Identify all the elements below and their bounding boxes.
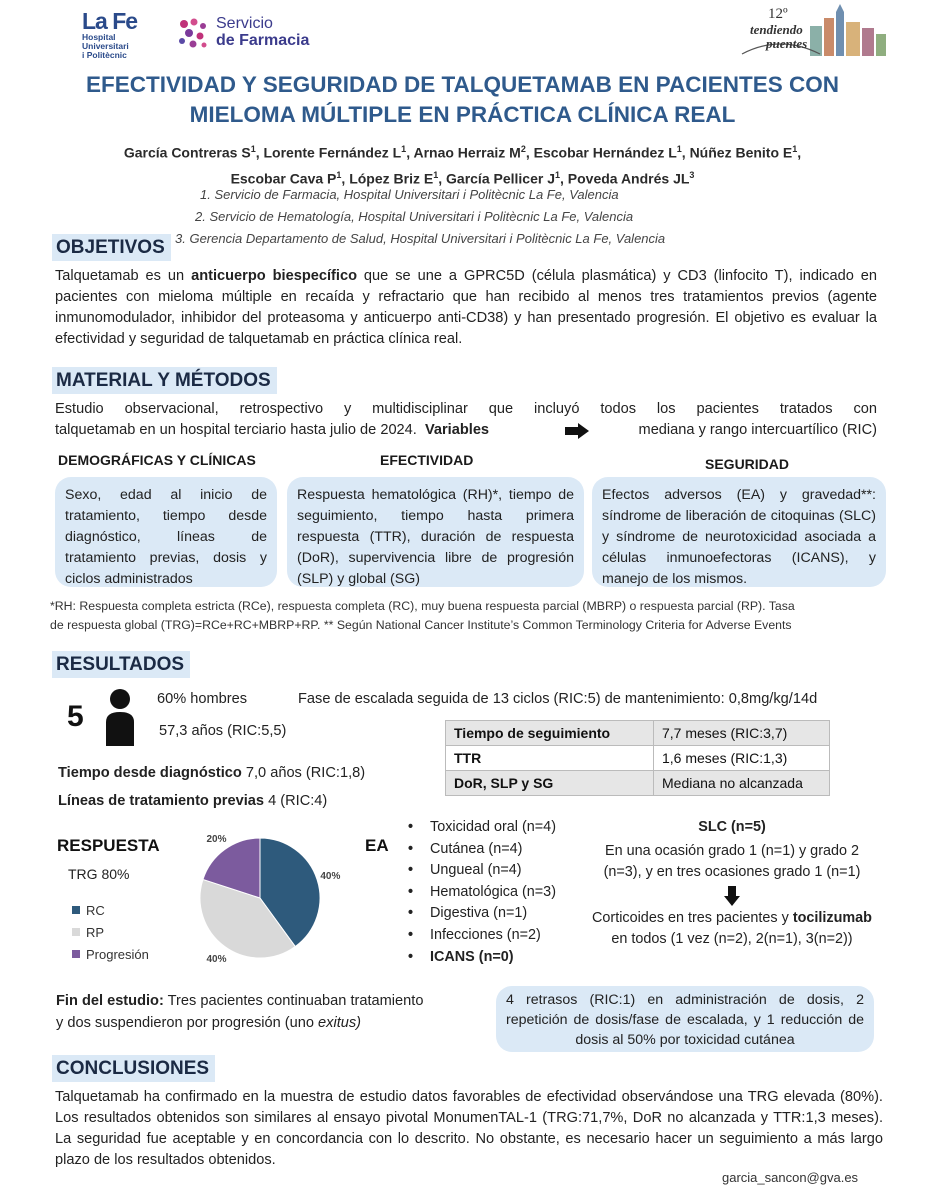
legend-item: [72, 921, 149, 943]
author-affiliation-number: 1: [792, 144, 798, 154]
table-cell-value: Mediana no alcanzada: [654, 771, 830, 796]
author-name: Núñez Benito E: [689, 144, 793, 161]
legend-item: [72, 943, 149, 965]
section-heading-resultados: RESULTADOS: [52, 651, 190, 678]
legend-label: RP: [86, 924, 105, 940]
sex-stat: 60% hombres: [157, 691, 248, 707]
event-logo-text2: puentes: [766, 36, 808, 51]
fin-text-1: Tres pacientes continuaban tratamiento: [163, 993, 424, 1009]
lafe-logo-text: La Fe: [82, 8, 138, 34]
author-affiliation-number: 1: [401, 144, 407, 154]
list-item: • Ungueal (n=4): [408, 860, 556, 882]
author-name: López Briz E: [349, 170, 434, 187]
prev-lines-label: Líneas de tratamiento previas: [58, 793, 265, 809]
fin-estudio: [56, 990, 486, 1034]
person-icon: [104, 688, 136, 746]
objetivos-text-bold: anticuerpo biespecífico: [191, 268, 357, 284]
pie-data-label: 40%: [320, 871, 341, 883]
objetivos-text: [55, 266, 877, 350]
corticoides-line-2: en todos (1 vez (n=2), 2(n=1), 3(n=2)): [611, 931, 853, 948]
author-affiliation-number: 1: [433, 169, 439, 180]
col-head-efectividad: EFECTIVIDAD: [380, 452, 474, 468]
ea-list: [408, 817, 556, 968]
author-affiliation-number: 3: [689, 169, 695, 180]
slc-block: [572, 817, 892, 951]
section-heading-objetivos: OBJETIVOS: [52, 234, 171, 261]
ea-title: EA: [365, 836, 389, 855]
author-separator: ,: [255, 144, 264, 161]
slc-line-2: (n=3), y en tres ocasiones grado 1 (n=1): [603, 864, 861, 881]
lafe-logo-sub-3: i Politècnic: [82, 49, 127, 60]
table-row: [446, 721, 830, 746]
list-item: • Infecciones (n=2): [408, 925, 556, 947]
previous-lines: [58, 791, 327, 812]
metodos-line-2: [55, 420, 877, 441]
table-cell-label: TTR: [446, 746, 654, 771]
section-heading-metodos: MATERIAL Y MÉTODOS: [52, 367, 277, 394]
list-item: • Digestiva (n=1): [408, 903, 556, 925]
author-list: [60, 138, 865, 189]
table-cell-value: 1,6 meses (RIC:1,3): [654, 746, 830, 771]
list-item: • Hematológica (n=3): [408, 882, 556, 904]
lafe-logo-sub-2: Universitari: [82, 40, 129, 51]
metodos-line-1: Estudio observacional, retrospectivo y multidisciplinar que incluyó todos los pacientes tratados con: [55, 401, 877, 417]
objetivos-text-pre: Talquetamab es un: [55, 268, 192, 284]
author-affiliation-number: 1: [676, 144, 682, 154]
author-affiliation-number: 1: [554, 169, 560, 180]
arrow-down-icon: [724, 886, 740, 906]
author-affiliation-number: 1: [336, 169, 342, 180]
legend-label: RC: [86, 902, 105, 918]
fin-italic: exitus): [318, 1015, 362, 1031]
author-separator: ,: [438, 170, 447, 187]
poster-title: [20, 70, 905, 130]
footnote-line-1: *RH: Respuesta completa estricta (RCe), respuesta completa (RC), muy buena respuesta parcial (MBRP) o respuesta parcial (RP). Tasa: [50, 599, 795, 613]
author-separator: ,: [406, 144, 414, 161]
box-demograficas: Sexo, edad al inicio de tratamiento, tiempo desde diagnóstico, líneas de tratamiento previas, dosis y ciclos administrados: [55, 477, 277, 587]
table-row: [446, 746, 830, 771]
author-name: Poveda Andrés JL: [567, 170, 690, 187]
affiliation-3: 3. Gerencia Departamento de Salud, Hospital Universitari i Politècnic La Fe, Valencia: [175, 231, 666, 246]
farmacia-logo-line1: Servicio: [216, 15, 273, 33]
author-name: Escobar Hernández L: [533, 144, 677, 161]
event-logo: [740, 4, 890, 62]
affiliation-2: 2. Servicio de Hematología, Hospital Universitari i Politècnic La Fe, Valencia: [195, 209, 634, 224]
author-name: Lorente Fernández L: [263, 144, 402, 161]
chart-title: RESPUESTA: [57, 836, 160, 855]
footnote-line-2: de respuesta global (TRG)=RCe+RC+MBRP+RP. ** Según National Cancer Institute’s Common Terminology Criteria for Adverse Events: [50, 618, 792, 632]
metodos-footnote: [50, 597, 910, 635]
fin-label: Fin del estudio:: [56, 993, 164, 1009]
col-head-seguridad: SEGURIDAD: [705, 456, 790, 472]
author-name: García Contreras S: [123, 144, 251, 161]
affiliations: [160, 184, 800, 250]
cort-pre: Corticoides en tres pacientes y: [592, 909, 793, 926]
legend-label: Progresión: [86, 946, 149, 962]
metodos-line2-post: mediana y rango intercuartílico (RIC): [638, 422, 877, 438]
author-name: Arnao Herraiz M: [413, 144, 521, 161]
table-cell-value: 7,7 meses (RIC:3,7): [654, 721, 830, 746]
legend-swatch-0: [72, 906, 80, 914]
contact-email[interactable]: garcia_sancon@gva.es: [722, 1170, 859, 1185]
slc-line-1: En una ocasión grado 1 (n=1) y grado 2: [604, 842, 859, 859]
time-since-diagnosis: [58, 763, 365, 784]
fin-text-2: y dos suspendieron por progresión (uno: [56, 1015, 319, 1031]
chart-legend: [72, 899, 149, 965]
cort-bold: tocilizumab: [792, 909, 872, 926]
slc-title: SLC (n=5): [698, 819, 766, 835]
arrow-right-icon: [565, 423, 589, 439]
author-name: García Pellicer J: [446, 170, 555, 187]
time-dx-value: 7,0 años (RIC:1,8): [241, 765, 366, 781]
event-logo-number: 12º: [768, 6, 788, 22]
chart-subtitle: TRG 80%: [68, 866, 130, 882]
section-heading-conclusiones: CONCLUSIONES: [52, 1055, 215, 1082]
table-cell-label: Tiempo de seguimiento: [446, 721, 654, 746]
title-line-1: EFECTIVIDAD Y SEGURIDAD DE TALQUETAMAB EN PACIENTES CON: [86, 72, 839, 97]
author-affiliation-number: 1: [250, 144, 256, 154]
lafe-logo-sub-1: Hospital: [82, 32, 116, 42]
age-stat: 57,3 años (RIC:5,5): [159, 723, 287, 739]
legend-item: [72, 899, 149, 921]
title-line-2: MIELOMA MÚLTIPLE EN PRÁCTICA CLÍNICA REAL: [189, 102, 736, 127]
corticoides-line-1: [572, 908, 892, 930]
conclusiones-text: Talquetamab ha confirmado en la muestra de estudio datos favorables de efectividad observándose una TRG elevada (80%). Los resultados obtenidos son similares al ensayo pivotal MonumenTAL-1 (TRG:71,7%, DoR no alcanzada y TTR:1,3 meses). La seguridad fue aceptable y en concordancia con lo descrito. No obstante, es necesario hacer un seguimiento a más largo plazo de los resultados obtenidos.: [55, 1089, 883, 1168]
farmacia-logo: [176, 16, 309, 50]
metodos-line2-pre: talquetamab en un hospital terciario hasta julio de 2024.: [55, 422, 417, 438]
table-cell-label: DoR, SLP y SG: [446, 771, 654, 796]
author-separator: ,: [560, 170, 568, 187]
lafe-logo: [82, 10, 142, 60]
metodos-variables-label: Variables: [424, 422, 490, 438]
author-affiliation-number: 2: [520, 144, 526, 154]
objetivos-text-post: que se une a GPRC5D (célula plasmática) y CD3 (linfocito T), indicado en pacientes con mieloma múltiple en recaída y refractario que han recibido al menos tres tratamientos previos (agente inmunomodulador, inhibidor del proteasoma y anticuerpo anti-CD38) y han presentado progresión. El objetivo es evaluar la efectividad y seguridad de talquetamab en práctica clínica real.: [55, 268, 878, 347]
box-seguridad: Efectos adversos (EA) y gravedad**: síndrome de liberación de citoquinas (SLC) y síndrome de neurotoxicidad asociada a células inmunoefectoras (ICANS), y manejo de los mismos.: [592, 477, 886, 587]
author-separator: ,: [525, 144, 534, 161]
author-separator: ,: [341, 170, 350, 187]
list-item: • Toxicidad oral (n=4): [408, 817, 556, 839]
followup-table: [445, 720, 830, 796]
response-pie-chart: [180, 828, 360, 968]
legend-swatch-2: [72, 950, 80, 958]
farmacia-logo-line2: de Farmacia: [216, 32, 310, 50]
box-efectividad: Respuesta hematológica (RH)*, tiempo de seguimiento, tiempo hasta primera respuesta (TTR), duración de respuesta (DoR), supervivencia libre de progresión (SLP) y global (SG): [287, 477, 584, 587]
arrow-down-container: [572, 884, 892, 908]
dosing-stat: Fase de escalada seguida de 13 ciclos (RIC:5) de mantenimiento: 0,8mg/kg/14d: [298, 691, 818, 707]
col-head-demograficas: DEMOGRÁFICAS Y CLÍNICAS: [58, 452, 256, 468]
pie-data-label: 20%: [206, 834, 227, 846]
pie-data-label: 40%: [206, 953, 227, 965]
retrasos-box: 4 retrasos (RIC:1) en administración de dosis, 2 repetición de dosis/fase de escalada, y 1 reducción de dosis al 50% por toxicidad cutánea: [496, 986, 874, 1052]
list-item: • ICANS (n=0): [408, 947, 556, 969]
legend-swatch-1: [72, 928, 80, 936]
prev-lines-value: 4 (RIC:4): [264, 793, 328, 809]
affiliation-1: 1. Servicio de Farmacia, Hospital Universitari i Politècnic La Fe, Valencia: [200, 187, 619, 202]
author-separator: ,: [681, 144, 690, 161]
event-logo-text1: tendiendo: [750, 22, 803, 37]
author-name: Escobar Cava P: [230, 170, 337, 187]
list-item: • Cutánea (n=4): [408, 839, 556, 861]
author-separator: ,: [797, 144, 802, 161]
time-dx-label: Tiempo desde diagnóstico: [58, 765, 242, 781]
patient-count: 5: [67, 700, 84, 733]
farmacia-molecule-icon: [176, 16, 210, 50]
table-row: [446, 771, 830, 796]
